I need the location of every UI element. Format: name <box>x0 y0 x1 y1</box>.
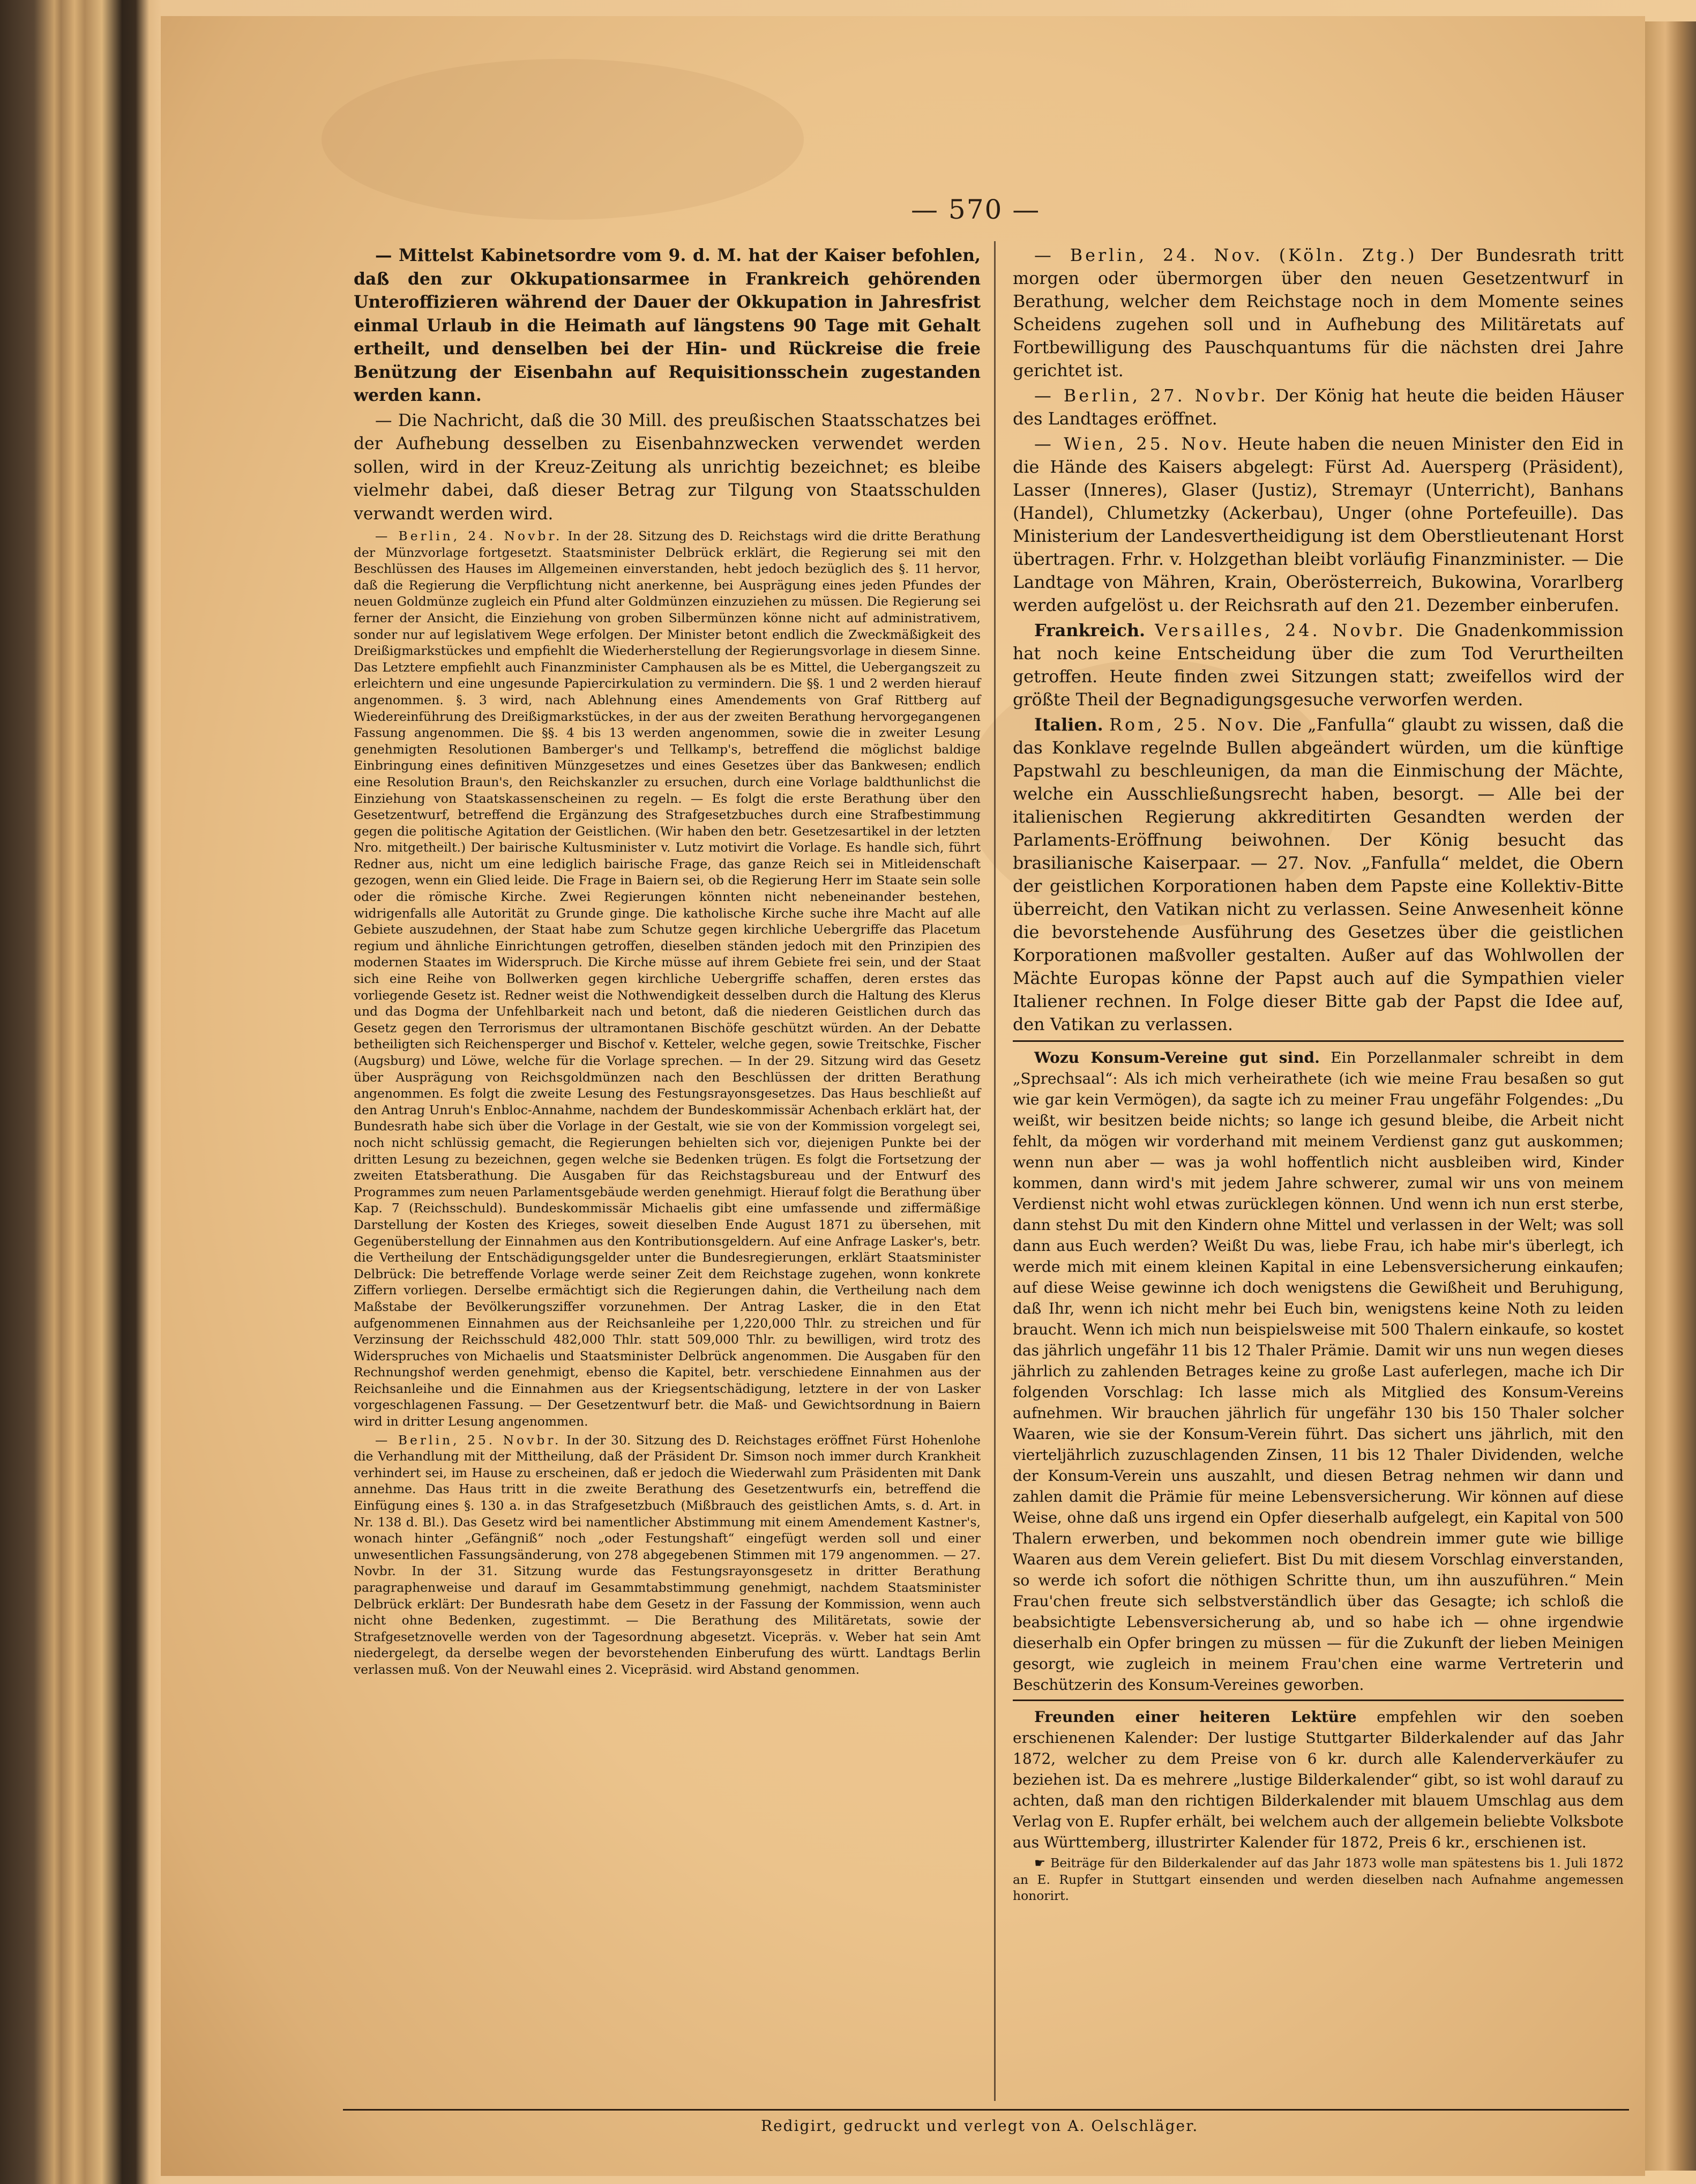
dateline: Versailles, 24. Novbr. <box>1155 621 1406 640</box>
section-rule <box>1013 1700 1624 1701</box>
section-rule <box>1013 1040 1624 1042</box>
advert-heading: Freunden einer heiteren Lektüre <box>1034 1708 1357 1726</box>
article-text: Heute haben die neuen Minister den Eid in die Hände des Kaisers abgelegt: Fürst Ad. Auersperg (Präsident), Lasser (Inneres), Glaser (Justiz), Stremayr (Unterricht), Banhans (Handel), Chlumetzky (Ackerbau), Unger (ohne Portefeuille). Das Ministerium der Landesvertheidigung ist dem Oberstlieutenant Horst übertragen. Frhr. v. Holzgethan bleibt vorläufig Finanzminister. — Die Landtage von Mähren, Krain, Oberösterreich, Bukowina, Vorarlberg werden aufgelöst u. der Reichsrath auf den 21. Dezember einberufen. <box>1013 434 1624 615</box>
article-kabinetsordre: — Mittelst Kabinetsordre vom 9. d. M. hat der Kaiser befohlen, daß den zur Okkupationsarmee in Frankreich gehörenden Unteroffizieren während der Dauer der Okkupation in Jahresfrist einmal Urlaub in die Heimath auf längstens 90 Tage mit Gehalt ertheilt, und denselben bei der Hin- und Rückreise die freie Benützung der Eisenbahn auf Requisitionsschein zugestanden werden kann. <box>354 245 981 405</box>
paper-stain <box>322 59 804 220</box>
article-italien <box>1013 713 1624 1036</box>
dateline: — Berlin, 27. Novbr. <box>1034 386 1268 406</box>
dateline: — Wien, 25. Nov. <box>1034 434 1230 454</box>
advert-text: empfehlen wir den soeben erschienenen Kalender: Der lustige Stuttgarter Bilderkalender auf das Jahr 1872, welcher zu dem Preise von 6 kr. durch alle Kalenderverkäufer zu beziehen ist. Da es mehrere „lustige Bilderkalender“ gibt, so ist wohl darauf zu achten, daß man den richtigen Bilderkalender mit blauem Umschlag aus dem Verlag von E. Rupfer erhält, bei welchem auch der allgemein beliebte Volksbote aus Württemberg, illustrirter Kalender für 1872, Preis 6 kr., erschienen ist. <box>1013 1708 1624 1851</box>
article-text: Die „Fanfulla“ glaubt zu wissen, daß die das Konklave regelnde Bullen abgeändert würden, um die künftige Papstwahl zu beschleunigen, da man die Einmischung der Mächte, welche ein Ausschließungsrecht haben, besorgt. — Alle bei der italienischen Regierung akkreditirten Gesandten werden der Parlaments-Eröffnung beiwohnen. Der König besucht das brasilianische Kaiserpaar. — 27. Nov. „Fanfulla“ meldet, die Obern der geistlichen Korporationen haben dem Papste eine Kollektiv-Bitte überreicht, den Vatikan nicht zu verlassen. Seine Anwesenheit könne die bevorstehende Ausführung des Gesetzes über die geistlichen Korporationen maßvoller gestalten. Außer auf das Wohlwollen der Mächte Europas könne der Papst auch auf die Sympathien vieler Italiener rechnen. In Folge dieser Bitte gab der Papst die Idee auf, den Vatikan zu verlassen. <box>1013 715 1624 1034</box>
article-reichstag-25 <box>354 1432 981 1678</box>
article-text: Der Bundesrath tritt morgen oder übermorgen über den neuen Gesetzentwurf in Berathung, welcher dem Reichstage noch in dem Momente seines Scheidens zugehen soll und in Aufhebung des Militäretats auf Fortbewilligung des Pauschquantums für die nächsten drei Jahre gerichtet ist. <box>1013 245 1624 381</box>
right-column <box>1013 244 1624 1906</box>
dateline: Rom, 25. Nov. <box>1109 715 1266 735</box>
advert-kalender <box>1013 1706 1624 1853</box>
imprint-line: Redigirt, gedruckt und verlegt von A. Oelschläger. <box>761 2117 1199 2135</box>
article-bundesrath <box>1013 244 1624 382</box>
page-number: — 570 — <box>911 194 1041 225</box>
dateline: — Berlin, 25. Novbr. <box>375 1432 562 1448</box>
pointing-hand-icon: ☛ <box>1034 1855 1045 1870</box>
article-frankreich <box>1013 619 1624 711</box>
article-heading: Wozu Konsum-Vereine gut sind. <box>1034 1049 1320 1067</box>
article-text: Ein Porzellanmaler schreibt in dem „Sprechsaal“: Als ich mich verheirathete (ich wie meine Frau besaßen so gut wie gar kein Vermögen), da sagte ich zu meiner Frau ungefähr Folgendes: „Du weißt, wir besitzen beide nichts; so lange ich gesund bleibe, die Arbeit nicht fehlt, da mögen wir vorderhand mit meinem Verdienst ganz gut auskommen; wenn nun aber — was ja wohl hoffentlich nicht ausbleiben wird, Kinder kommen, dann wird's mit jedem Jahre schwerer, zumal wir uns von meinem Verdienst nicht wohl etwas zurücklegen können. Und wenn ich nun erst sterbe, dann stehst Du mit den Kindern ohne Mittel und verlassen in der Welt; was soll dann aus Euch werden? Weißt Du was, liebe Frau, ich habe mir's überlegt, ich werde mich mit einem kleinen Kapital in eine Lebensversicherung einkaufen; auf diese Weise gewinne ich doch wenigstens die Gewißheit und Beruhigung, daß Ihr, wenn ich nicht mehr bei Euch bin, wenigstens keine Noth zu leiden braucht. Wenn ich mich nun beispielsweise mit 500 Thalern einkaufe, so kostet das jährlich ungefähr 11 bis 12 Thaler Prämie. Damit wir uns nun wegen dieses jährlich zu zahlenden Betrages keine zu große Last auferlegen, mache ich Dir folgenden Vorschlag: Ich lasse mich als Mitglied des Konsum-Vereins aufnehmen. Wir brauchen jährlich für ungefähr 130 bis 150 Thaler solcher Waaren, wie sie der Konsum-Verein führt. Das sichert uns jährlich, mit den vierteljährlich zuzuschlagenden Zinsen, 11 bis 12 Thaler Dividenden, welche der Konsum-Verein uns auszahlt, und diesen Betrag nehmen wir dann und zahlen damit die Prämie für meine Lebensversicherung. Wir können auf diese Weise, ohne daß uns irgend ein Opfer dieserhalb aufgelegt, ein Kapital von 500 Thalern erwerben, und bekommen noch obendrein immer gute wie billige Waaren aus dem Verein geliefert. Bist Du mit diesem Vorschlag einverstanden, so werde ich sofort die nöthigen Schritte thun, um ihn auszuführen.“ Mein Frau'chen freute sich selbstverständlich über das Gesagte; ich schloß die beabsichtigte Lebensversicherung ab, und so habe ich — ohne irgendwie dieserhalb ein Opfer bringen zu müssen — für die Zukunft der lieben Meinigen gesorgt, wie zugleich in meinem Frau'chen eine warme Vertreterin und Beschützerin des Konsum-Vereines geworben. <box>1013 1049 1624 1694</box>
article-reichstag-24 <box>354 528 981 1430</box>
article-staatsschatz: — Die Nachricht, daß die 30 Mill. des preußischen Staatsschatzes bei der Aufhebung desselben zu Eisenbahnzwecken verwendet werden sollen, wird in der Kreuz-Zeitung als unrichtig bezeichnet; es bleibe vielmehr dabei, daß dieser Betrag zur Tilgung von Staatsschulden verwandt werden wird. <box>354 411 981 524</box>
article-text: In der 28. Sitzung des D. Reichstags wird die dritte Berathung der Münzvorlage fortgesetzt. Staatsminister Delbrück erklärt, die Regierung sei mit den Beschlüssen des Hauses im Allgemeinen einverstanden, hebt jedoch bezüglich des §. 11 hervor, daß die Regierung die Verpflichtung nicht anerkenne, bei Ausprägung eines jeden Pfundes der neuen Goldmünze zugleich ein Pfund alter Goldmünzen einzuziehen zu müssen. Die Regierung sei ferner der Ansicht, die Einziehung von groben Silbermünzen könne nicht auf administrativem, sonder nur auf legislativem Wege erfolgen. Der Minister betont endlich die Zweckmäßigkeit des Dreißigmarkstückes und empfiehlt die Wiederherstellung der Regierungsvorlage in diesem Sinne. Das Letztere empfiehlt auch Finanzminister Camphausen als be es Mittel, die Uebergangszeit zu erleichtern und eine ungesunde Papiercirkulation zu vermindern. Die §§. 1 und 2 werden hierauf angenommen. §. 3 wird, nach Ablehnung eines Amendements von Graf Rittberg auf Wiedereinführung des Dreißigmarkstückes, in der aus der zweiten Berathung hervorgegangenen Fassung angenommen. Die §§. 4 bis 13 werden angenommen, sowie die in zweiter Lesung genehmigten Resolutionen Bamberger's und Tellkamp's, betreffend die möglichst baldige Einbringung eines definitiven Münzgesetzes und eines Gesetzes über das Bankwesen; endlich eine Resolution Braun's, den Reichskanzler zu ersuchen, durch eine Vorlage baldthunlichst die Einziehung von Staatskassenscheinen zu regeln. — Es folgt die erste Berathung über den Gesetzentwurf, betreffend die Ergänzung des Strafgesetzbuches durch eine Strafbestimmung gegen die politische Agitation der Geistlichen. (Wir haben den betr. Gesetzesartikel in der letzten Nro. mitgetheilt.) Der bairische Kultusminister v. Lutz motivirt die Vorlage. Es handle sich, führt Redner aus, nicht um eine lediglich bairische Frage, das ganze Reich sei in Mitleidenschaft gezogen, wenn ein Glied leide. Die Frage in Baiern sei, ob die Regierung Herr im Staate sein solle oder die römische Kirche. Zwei Regierungen könnten nicht nebeneinander bestehen, widrigenfalls alle Autorität zu Grunde ginge. Die katholische Kirche suche ihre Macht auf alle Gebiete auszudehnen, der Staat habe zum Schutze gegen kirchliche Uebergriffe das Placetum regium und ähnliche Einrichtungen getroffen, dieselben ständen jedoch mit den Prinzipien des modernen Staates im Widerspruch. Die Kirche müsse auf ihrem Gebiete frei sein, und der Staat sich eine Reihe von Bollwerken gegen kirchliche Uebergriffe schaffen, deren erstes das vorliegende Gesetz ist. Redner weist die Nothwendigkeit desselben durch die Haltung des Klerus und das Dogma der Unfehlbarkeit nach und betont, daß die niederen Geistlichen durch das Gesetz gegen den Terrorismus der ultramontanen Bischöfe geschützt würden. An der Debatte betheiligten sich Reichensperger und Bischof v. Ketteler, welche gegen, sowie Treitschke, Fischer (Augsburg) und Löwe, welche für die Vorlage sprechen. — In der 29. Sitzung wird das Gesetz über Ausprägung von Reichsgoldmünzen nach den Beschlüssen der dritten Berathung angenommen. Es folgt die zweite Lesung des Festungsrayonsgesetzes. Das Haus beschließt auf den Antrag Unruh's Enbloc-Annahme, nachdem der Bundeskommissär Achenbach erklärt hat, der Bundesrath habe sich über die Vorlage in der Gestalt, wie sie von der Kommission vorgelegt sei, noch nicht schlüssig gemacht, die Regierungen behielten sich vor, diejenigen Punkte bei der dritten Lesung zu bezeichnen, gegen welche sie Bedenken trügen. Es folgt die Fortsetzung der zweiten Etatsberathung. Die Ausgaben für das Reichstagsbureau und der Entwurf des Programmes zum neuen Parlamentsgebäude werden genehmigt. Hierauf folgt die Berathung über Kap. 7 (Reichsschuld). Bundeskommissär Michaelis gibt eine umfassende und ziffermäßige Darstellung der Kosten des Krieges, soweit dieselben Ende August 1871 zu übersehen, mit Gegenüberstellung der Einnahmen aus den Kontributionsgeldern. Auf eine Anfrage Lasker's, betr. die Vertheilung der Entschädigungsgelder unter die Bundesregierungen, erklärt Staatsminister Delbrück: Die betreffende Vorlage werde seiner Zeit dem Reichstage zugehen, wonn konkrete Ziffern vorliegen. Derselbe ermächtigt sich die Regierungen dahin, die Vertheilung nach dem Maßstabe der Bevölkerungsziffer vorzunehmen. Der Antrag Lasker, die in den Etat aufgenommenen Einnahmen aus der Reichsanleihe per 1,220,000 Thlr. zu streichen und für Verzinsung der Reichsschuld 482,000 Thlr. statt 509,000 Thlr. zu bewilligen, wird trotz des Widerspruches von Michaelis und Staatsminister Delbrück angenommen. Die Ausgaben für den Rechnungshof werden genehmigt, ebenso die Kapitel, betr. verschiedene Einnahmen aus der Reichsanleihe und die Einnahmen aus der Kriegsentschädigung, letztere in der von Lasker vorgeschlagenen Fassung. — Der Gesetzentwurf betr. die Maß- und Gewichtsordnung in Baiern wird in dritter Lesung angenommen. <box>354 528 981 1429</box>
country-heading: Frankreich. <box>1034 621 1146 640</box>
article-konsum-vereine <box>1013 1047 1624 1695</box>
country-heading: Italien. <box>1034 715 1103 735</box>
dateline: — Berlin, 24. Nov. (Köln. Ztg.) <box>1034 245 1417 265</box>
advert-note-text: Beiträge für den Bilderkalender auf das Jahr 1873 wolle man spätestens bis 1. Juli 1872 an E. Rupfer in Stuttgart einsenden und werden dieselben nach Aufnahme angemessen honorirt. <box>1013 1855 1624 1904</box>
next-page-edge <box>1645 21 1696 2171</box>
footer-rule <box>343 2109 1629 2111</box>
advert-note <box>1013 1855 1624 1904</box>
article-text: Der König hat heute die beiden Häuser des Landtages eröffnet. <box>1013 386 1624 429</box>
article-text: Die Gnadenkommission hat noch keine Entscheidung über die zum Tod Verurtheilten getroffen. Heute finden zwei Sitzungen statt; zweifellos wird der größte Theil der Begnadigungsgesuche verworfen werden. <box>1013 621 1624 710</box>
article-wien <box>1013 433 1624 617</box>
article-landtag <box>1013 384 1624 430</box>
dateline: — Berlin, 24. Novbr. <box>375 528 563 543</box>
column-divider <box>994 241 996 2101</box>
article-text: In der 30. Sitzung des D. Reichstages eröffnet Fürst Hohenlohe die Verhandlung mit der Mittheilung, daß der Präsident Dr. Simson noch immer durch Krankheit verhindert sei, im Hause zu erscheinen, daß er jedoch die Wiederwahl zum Präsidenten mit Dank annehme. Das Haus tritt in die zweite Berathung des Gesetzentwurfs ein, betreffend die Einfügung eines §. 130 a. in das Strafgesetzbuch (Mißbrauch des geistlichen Amts, s. d. Art. in Nr. 138 d. Bl.). Das Gesetz wird bei namentlicher Abstimmung mit einem Amendement Kastner's, wonach hinter „Gefängniß“ noch „oder Festungshaft“ eingefügt werden soll und einer unwesentlichen Fassungsänderung, von 278 abgegebenen Stimmen mit 179 angenommen. — 27. Novbr. In der 31. Sitzung wurde das Festungsrayonsgesetz in dritter Berathung paragraphenweise und darauf im Gesammtabstimmung genehmigt, nachdem Staatsminister Delbrück erklärt: Der Bundesrath habe dem Gesetz in der Fassung der Kommission, wenn auch nicht ohne Bedenken, zugestimmt. — Die Berathung des Militäretats, sowie der Strafgesetznovelle werden von der Tagesordnung abgesetzt. Vicepräs. v. Weber hat sein Amt niedergelegt, da derselbe wegen der bevorstehenden Einberufung des württ. Landtags Berlin verlassen muß. Von der Neuwahl eines 2. Vicepräsid. wird Abstand genommen. <box>354 1432 981 1677</box>
left-column <box>354 244 981 1680</box>
